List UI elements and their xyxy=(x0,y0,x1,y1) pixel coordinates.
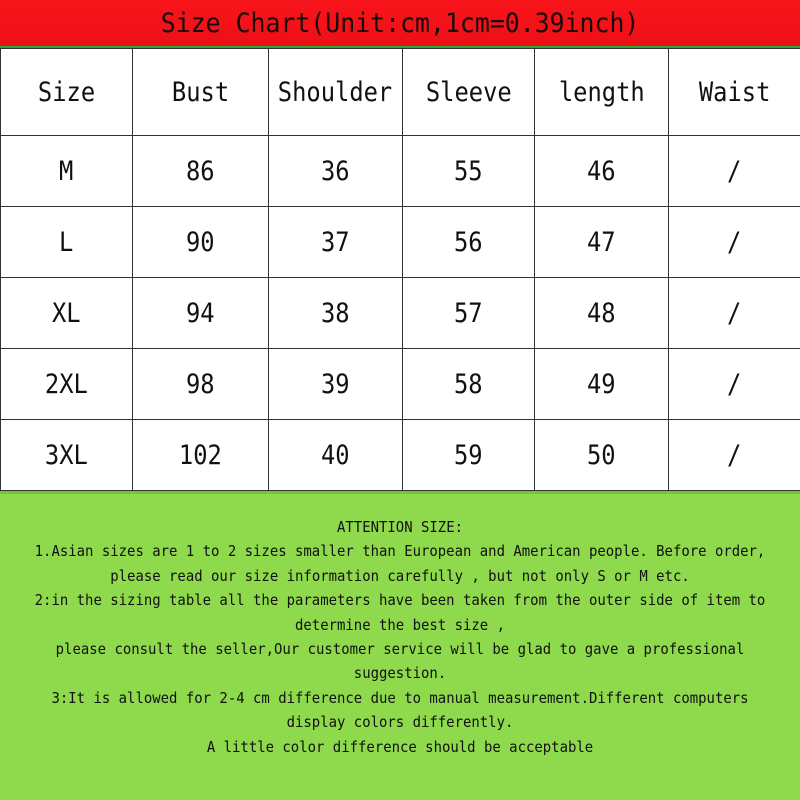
cell-waist: / xyxy=(669,349,800,420)
column-header-waist: Waist xyxy=(669,49,800,136)
cell-bust: 90 xyxy=(133,207,269,278)
table-row xyxy=(1,136,800,207)
size-chart-title: Size Chart(Unit:cm,1cm=0.39inch) xyxy=(160,7,640,39)
cell-waist: / xyxy=(669,207,800,278)
notes-heading: ATTENTION SIZE: xyxy=(337,518,463,536)
column-header-length: length xyxy=(535,49,669,136)
cell-sleeve: 58 xyxy=(403,349,535,420)
notes-line: 2:in the sizing table all the parameters have been taken from the outer side of item to xyxy=(34,591,766,610)
table-row xyxy=(1,349,800,420)
cell-waist: / xyxy=(669,420,800,491)
column-header-shoulder: Shoulder xyxy=(269,49,403,136)
attention-notes-panel xyxy=(0,491,800,800)
notes-line: 1.Asian sizes are 1 to 2 sizes smaller than European and American people. Before order, xyxy=(34,542,766,561)
column-header-sleeve: Sleeve xyxy=(403,49,535,136)
cell-waist: / xyxy=(669,278,800,349)
cell-length: 49 xyxy=(535,349,669,420)
cell-shoulder: 40 xyxy=(269,420,403,491)
notes-line: A little color difference should be acceptable xyxy=(206,737,594,756)
notes-line: suggestion. xyxy=(353,664,447,683)
cell-shoulder: 38 xyxy=(269,278,403,349)
notes-line: please consult the seller,Our customer service will be glad to gave a professional xyxy=(55,640,745,659)
notes-line: determine the best size , xyxy=(295,615,505,634)
cell-shoulder: 36 xyxy=(269,136,403,207)
cell-shoulder: 37 xyxy=(269,207,403,278)
cell-size: L xyxy=(1,207,133,278)
cell-sleeve: 59 xyxy=(403,420,535,491)
cell-bust: 102 xyxy=(133,420,269,491)
cell-size: 2XL xyxy=(1,349,133,420)
cell-length: 47 xyxy=(535,207,669,278)
size-chart-header xyxy=(0,0,800,48)
notes-line: display colors differently. xyxy=(286,713,514,732)
cell-length: 48 xyxy=(535,278,669,349)
cell-sleeve: 56 xyxy=(403,207,535,278)
cell-bust: 98 xyxy=(133,349,269,420)
cell-length: 50 xyxy=(535,420,669,491)
cell-waist: / xyxy=(669,136,800,207)
column-header-size: Size xyxy=(1,49,133,136)
cell-sleeve: 57 xyxy=(403,278,535,349)
cell-size: M xyxy=(1,136,133,207)
size-table xyxy=(0,48,800,491)
cell-sleeve: 55 xyxy=(403,136,535,207)
cell-bust: 94 xyxy=(133,278,269,349)
cell-length: 46 xyxy=(535,136,669,207)
cell-size: XL xyxy=(1,278,133,349)
table-row xyxy=(1,420,800,491)
cell-bust: 86 xyxy=(133,136,269,207)
cell-size: 3XL xyxy=(1,420,133,491)
column-header-bust: Bust xyxy=(133,49,269,136)
cell-shoulder: 39 xyxy=(269,349,403,420)
table-header-row xyxy=(1,49,800,136)
table-row xyxy=(1,207,800,278)
notes-line: 3:It is allowed for 2-4 cm difference due to manual measurement.Different computers xyxy=(51,688,749,707)
table-row xyxy=(1,278,800,349)
notes-line: please read our size information carefully , but not only S or M etc. xyxy=(110,566,690,585)
